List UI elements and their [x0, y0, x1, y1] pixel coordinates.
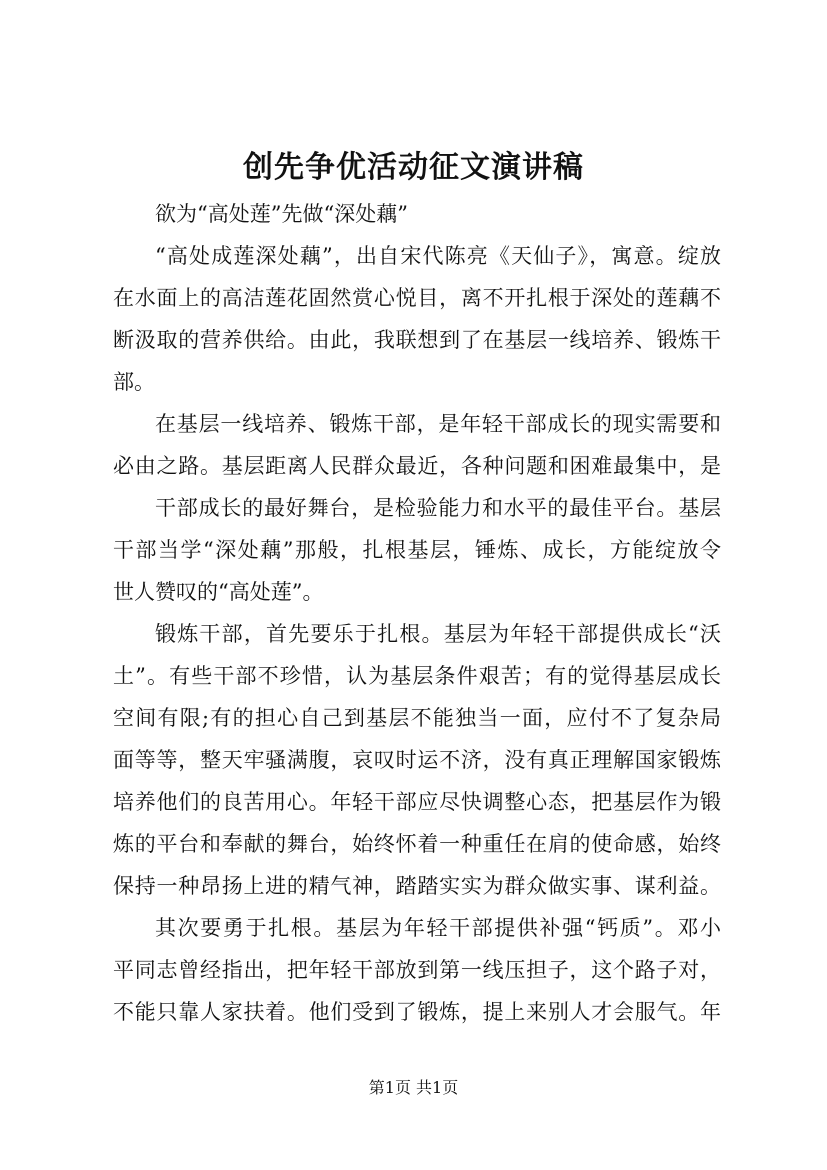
- body-line: 土”。有些干部不珍惜，认为基层条件艰苦；有的觉得基层成长: [113, 664, 721, 688]
- body-line: 炼的平台和奉献的舞台，始终怀着一种重任在肩的使命感，始终: [113, 832, 721, 856]
- body-line: 世人赞叹的“高处莲”。: [113, 580, 324, 604]
- body-line: 平同志曾经指出，把年轻干部放到第一线压担子，这个路子对，: [113, 958, 721, 982]
- body-line: “高处成莲深处藕”，出自宋代陈亮《天仙子》，寓意。绽放: [155, 244, 721, 268]
- subtitle-line: 欲为“高处莲”先做“深处藕”: [155, 202, 408, 226]
- body-line: 保持一种昂扬上进的精气神，踏踏实实为群众做实事、谋利益。: [113, 874, 721, 898]
- body-line: 部。: [113, 370, 155, 394]
- document-title: 创先争优活动征文演讲稿: [243, 150, 584, 185]
- body-line: 面等等，整天牢骚满腹，哀叹时运不济，没有真正理解国家锻炼: [113, 748, 721, 772]
- body-line: 锻炼干部，首先要乐于扎根。基层为年轻干部提供成长“沃: [155, 622, 721, 646]
- body-line: 培养他们的良苦用心。年轻干部应尽快调整心态，把基层作为锻: [113, 790, 721, 814]
- body-line: 在水面上的高洁莲花固然赏心悦目，离不开扎根于深处的莲藕不: [113, 286, 721, 310]
- page-footer: 第1页 共1页: [368, 1078, 459, 1097]
- body-line: 其次要勇于扎根。基层为年轻干部提供补强“钙质”。邓小: [155, 916, 721, 940]
- body-line: 干部成长的最好舞台，是检验能力和水平的最佳平台。基层: [155, 496, 721, 520]
- body-line: 在基层一线培养、锻炼干部，是年轻干部成长的现实需要和: [155, 412, 721, 436]
- body-line: 空间有限;有的担心自己到基层不能独当一面，应付不了复杂局: [113, 706, 721, 730]
- body-line: 断汲取的营养供给。由此，我联想到了在基层一线培养、锻炼干: [113, 328, 721, 352]
- body-line: 不能只靠人家扶着。他们受到了锻炼，提上来别人才会服气。年: [113, 1000, 721, 1024]
- body-line: 干部当学“深处藕”那般，扎根基层，锤炼、成长，方能绽放令: [113, 538, 721, 562]
- body-line: 必由之路。基层距离人民群众最近，各种问题和困难最集中，是: [113, 454, 721, 478]
